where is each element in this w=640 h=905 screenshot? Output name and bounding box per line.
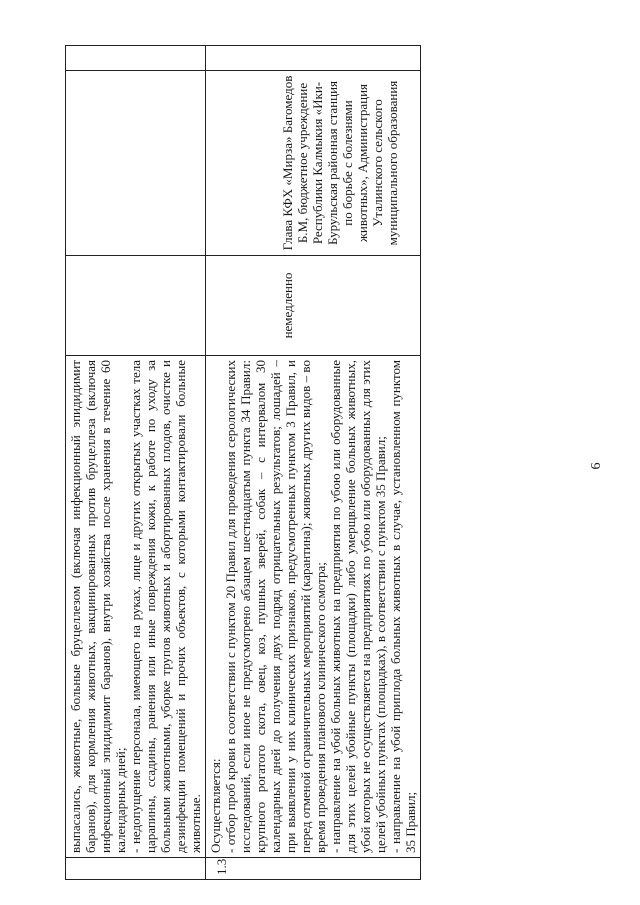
table-row-1-3 <box>206 46 421 880</box>
cell-executors: Глава КФХ «Мирза» Багомедов Б.М, бюджетное учреждение Республики Калмыкия «Ики-Бурульская районная станция по борьбе с болезнями животных», Администрация Уталинского сельского муниципального образования <box>206 71 421 256</box>
row-number: 1.3 <box>206 858 421 880</box>
cell-measures <box>206 356 421 858</box>
measure-paragraph: - отбор проб крови в соответствии с пунктом 20 Правил для проведения серологических исследований, если иное не предусмотрено абзацем шестнадцатым пункта 34 Правил: крупного рогатого скота, овец, коз, пушных зверей, собак – с интервалом 30 календарных дней до получения двух подряд отрицательных результатов; лошадей – при выявлении у них клинических признаков, предусмотренных пунктом 3 Правил, и перед отменой ограничительных мероприятий (карантина); животных других видов – во время проведения планового клинического осмотра; <box>223 360 328 853</box>
measure-paragraph: - направление на убой больных животных на предприятия по убою или оборудованные для этих целей убойные пункты (площадки) либо умерщвление больных животных, убой которых не осуществляется на предприятиях по убою или оборудованных для этих целей убойных пунктах (площадках), в соответствии с пунктом 35 Правил; <box>328 360 388 853</box>
cell-number-empty <box>66 858 206 880</box>
measure-paragraph: - недопущение персонала, имеющего на руках, лице и других открытых участках тела царапины, ссадины, ранения или иные повреждения кожи, к работе по уходу за больными животными, уборке трупов животных и абортированных плодов, очистке и дезинфекции помещений и прочих объектов, с которыми контактировали больные животные. <box>128 360 203 853</box>
cell-executors-empty <box>66 71 206 256</box>
cell-measures-continued <box>66 356 206 858</box>
measure-paragraph: выпасались, животные, больные бруцеллезом (включая инфекционный эпидидимит баранов), для кормления животных, вакцинированных против бруцеллеза (включая инфекционный эпидидимит баранов), внутри хозяйства после хранения в течение 60 календарных дней; <box>68 360 128 853</box>
document-page <box>65 45 595 880</box>
cell-term: немедленно <box>206 256 421 356</box>
measure-paragraph: Осуществляется: <box>208 758 223 853</box>
page-number: 6 <box>589 462 604 470</box>
cell-note-empty <box>66 46 206 71</box>
cell-note-empty <box>206 46 421 71</box>
measures-table <box>65 45 421 880</box>
cell-term-empty <box>66 256 206 356</box>
measure-paragraph: - направление на убой приплода больных животных в случае, установленном пунктом 35 Правил; <box>388 360 418 853</box>
table-row-continued <box>66 46 206 880</box>
